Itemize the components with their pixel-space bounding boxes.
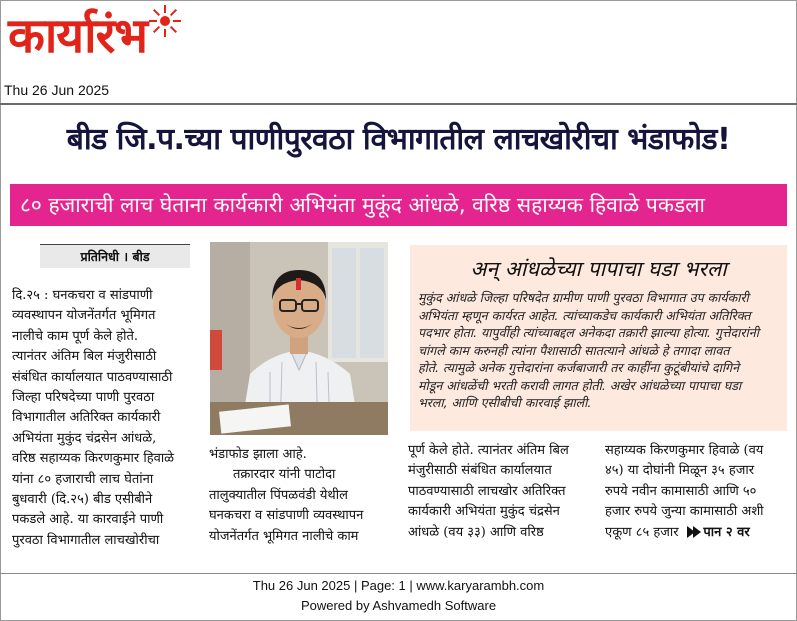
text-line: त्यानंतर अंतिम बिल मंजुरीसाठी [12, 349, 157, 365]
article-column-2 [209, 445, 389, 547]
text-line: व्यवस्थापन योजनेंतर्गत भूमिगत [12, 308, 156, 324]
subheadline-band: ८० हजाराची लाच घेताना कार्यकारी अभियंता मुकूंद आंधळे, वरिष्ठ सहाय्यक हिवाळे पकडला [10, 184, 787, 226]
text-line: पदभार होता. यापुर्वीही त्यांच्याबद्दल अनेकदा तक्रारी झाल्या होत्या. गुत्तेदारांनी [418, 325, 759, 340]
main-headline: बीड जि.प.च्या पाणीपुरवठा विभागातील लाचखोरीचा भंडाफोड! [66, 122, 731, 157]
text-line: तक्रारदार यांनी पाटोदा [233, 467, 336, 483]
continued-link[interactable] [687, 525, 750, 540]
text-line: घनकचरा व सांडपाणी व्यवस्थापन [209, 508, 364, 524]
text-line: तालुक्यातील पिंपळवंडी येथील [209, 487, 348, 503]
text-line: पूर्ण केले होते. त्यानंतर अंतिम बिल [408, 443, 569, 458]
article-column-3 [408, 441, 588, 543]
byline: प्रतिनिधी । बीड [40, 244, 190, 268]
text-line: योजनेंतर्गत भूमिगत नालीचे काम [209, 528, 359, 544]
portrait-illustration [210, 242, 388, 435]
edition-date: Thu 26 Jun 2025 [4, 82, 110, 98]
text-line: सहाय्यक किरणकुमार हिवाळे (वय [605, 443, 764, 458]
text-line: पुरवठा विभागातील लाचखोरीचा [12, 532, 160, 548]
text-line: पकडले आहे. या कारवाईने पाणी [12, 512, 164, 528]
text-line: यांना ८० हजाराची लाच घेतांना [12, 471, 154, 487]
text-line: अभियंता मुकुंद चंद्रसेन आंधळे, [12, 430, 157, 446]
text-line: कार्यकारी अभियंता मुकुंद चंद्रसेन [408, 504, 560, 520]
footer-divider [0, 573, 797, 574]
text-line: दि.२५ : घनकचरा व सांडपाणी [12, 288, 153, 303]
text-line: मोडून आंधळेंची भरती करावी लागत होती. अखेर आंधळेच्या पापाचा घडा [418, 377, 742, 393]
text-line: वरिष्ठ सहाय्यक किरणकुमार हिवाळे [12, 451, 175, 467]
text-line: भंडाफोड झाला आहे. [209, 447, 307, 462]
header-divider [0, 103, 797, 105]
text-line: हजार रुपये जुन्या कामासाठी अशी [605, 504, 764, 520]
text-line: आंधळे (वय ३३) आणि वरिष्ठ [408, 524, 544, 540]
text-line: मुकुंद आंधळे जिल्हा परिषदेत ग्रामीण पाणी पुरवठा विभागात उप कार्यकारी [418, 290, 749, 305]
sidebar-title: अन् आंधळेच्या पापाचा घडा भरला [470, 257, 727, 281]
text-line: भरला, आणि एसीबीची कारवाई झाली. [418, 395, 592, 410]
text-line: चांगले काम करुनही त्यांना पैशासाठी सातत्याने आंधळे हे तगादा लावत [418, 342, 730, 358]
article-column-4 [605, 441, 787, 543]
text-fragment: एकूण ८५ हजार [605, 524, 679, 540]
sidebar-box [410, 245, 787, 431]
text-line: संबंधित कार्यालयात पाठवण्यासाठी [12, 369, 173, 385]
text-line: पाठवण्यासाठी लाचखोर अतिरिक्त [408, 483, 566, 499]
footer-info: Thu 26 Jun 2025 | Page: 1 | www.karyarambh.com [252, 578, 545, 593]
continued-label[interactable]: पान २ वर [703, 524, 750, 540]
article-column-1 [12, 286, 193, 551]
double-arrow-icon-2 [693, 526, 701, 538]
footer-credit: Powered by Ashvamedh Software [300, 598, 497, 613]
text-line: नालीचे काम पूर्ण केले होते. [12, 328, 139, 344]
official-photo [210, 242, 388, 435]
masthead [8, 4, 208, 86]
sidebar-text [418, 289, 781, 412]
text-line: रुपये नवीन कामासाठी आणि ५० [605, 483, 757, 499]
sun-logo-icon [148, 4, 182, 38]
text-line: बुधवारी (दि.२५) बीड एसीबीने [12, 492, 153, 508]
newspaper-logo[interactable]: कार्यारंभ [8, 8, 147, 64]
text-line: मंजुरीसाठी संबंधित कार्यालयात [408, 463, 552, 479]
text-line [605, 523, 787, 543]
text-line: होते. त्यामुळे अनेक गुत्तेदारांना कर्जबाजारी तर काहींना कुटूंबीयांचे दागिने [418, 360, 740, 375]
text-line: जिल्हा परिषदेच्या पाणी पुरवठा [12, 390, 155, 406]
text-line: अभियंता म्हणून कार्यरत आहेत. त्यांच्याकडेच कार्यकारी अभियंता अतिरिक्त [418, 307, 751, 323]
text-line: ४५) या दोघांनी मिळून ३५ हजार [605, 463, 755, 479]
text-line: विभागातील अतिरिक्त कार्यकारी [12, 410, 161, 426]
